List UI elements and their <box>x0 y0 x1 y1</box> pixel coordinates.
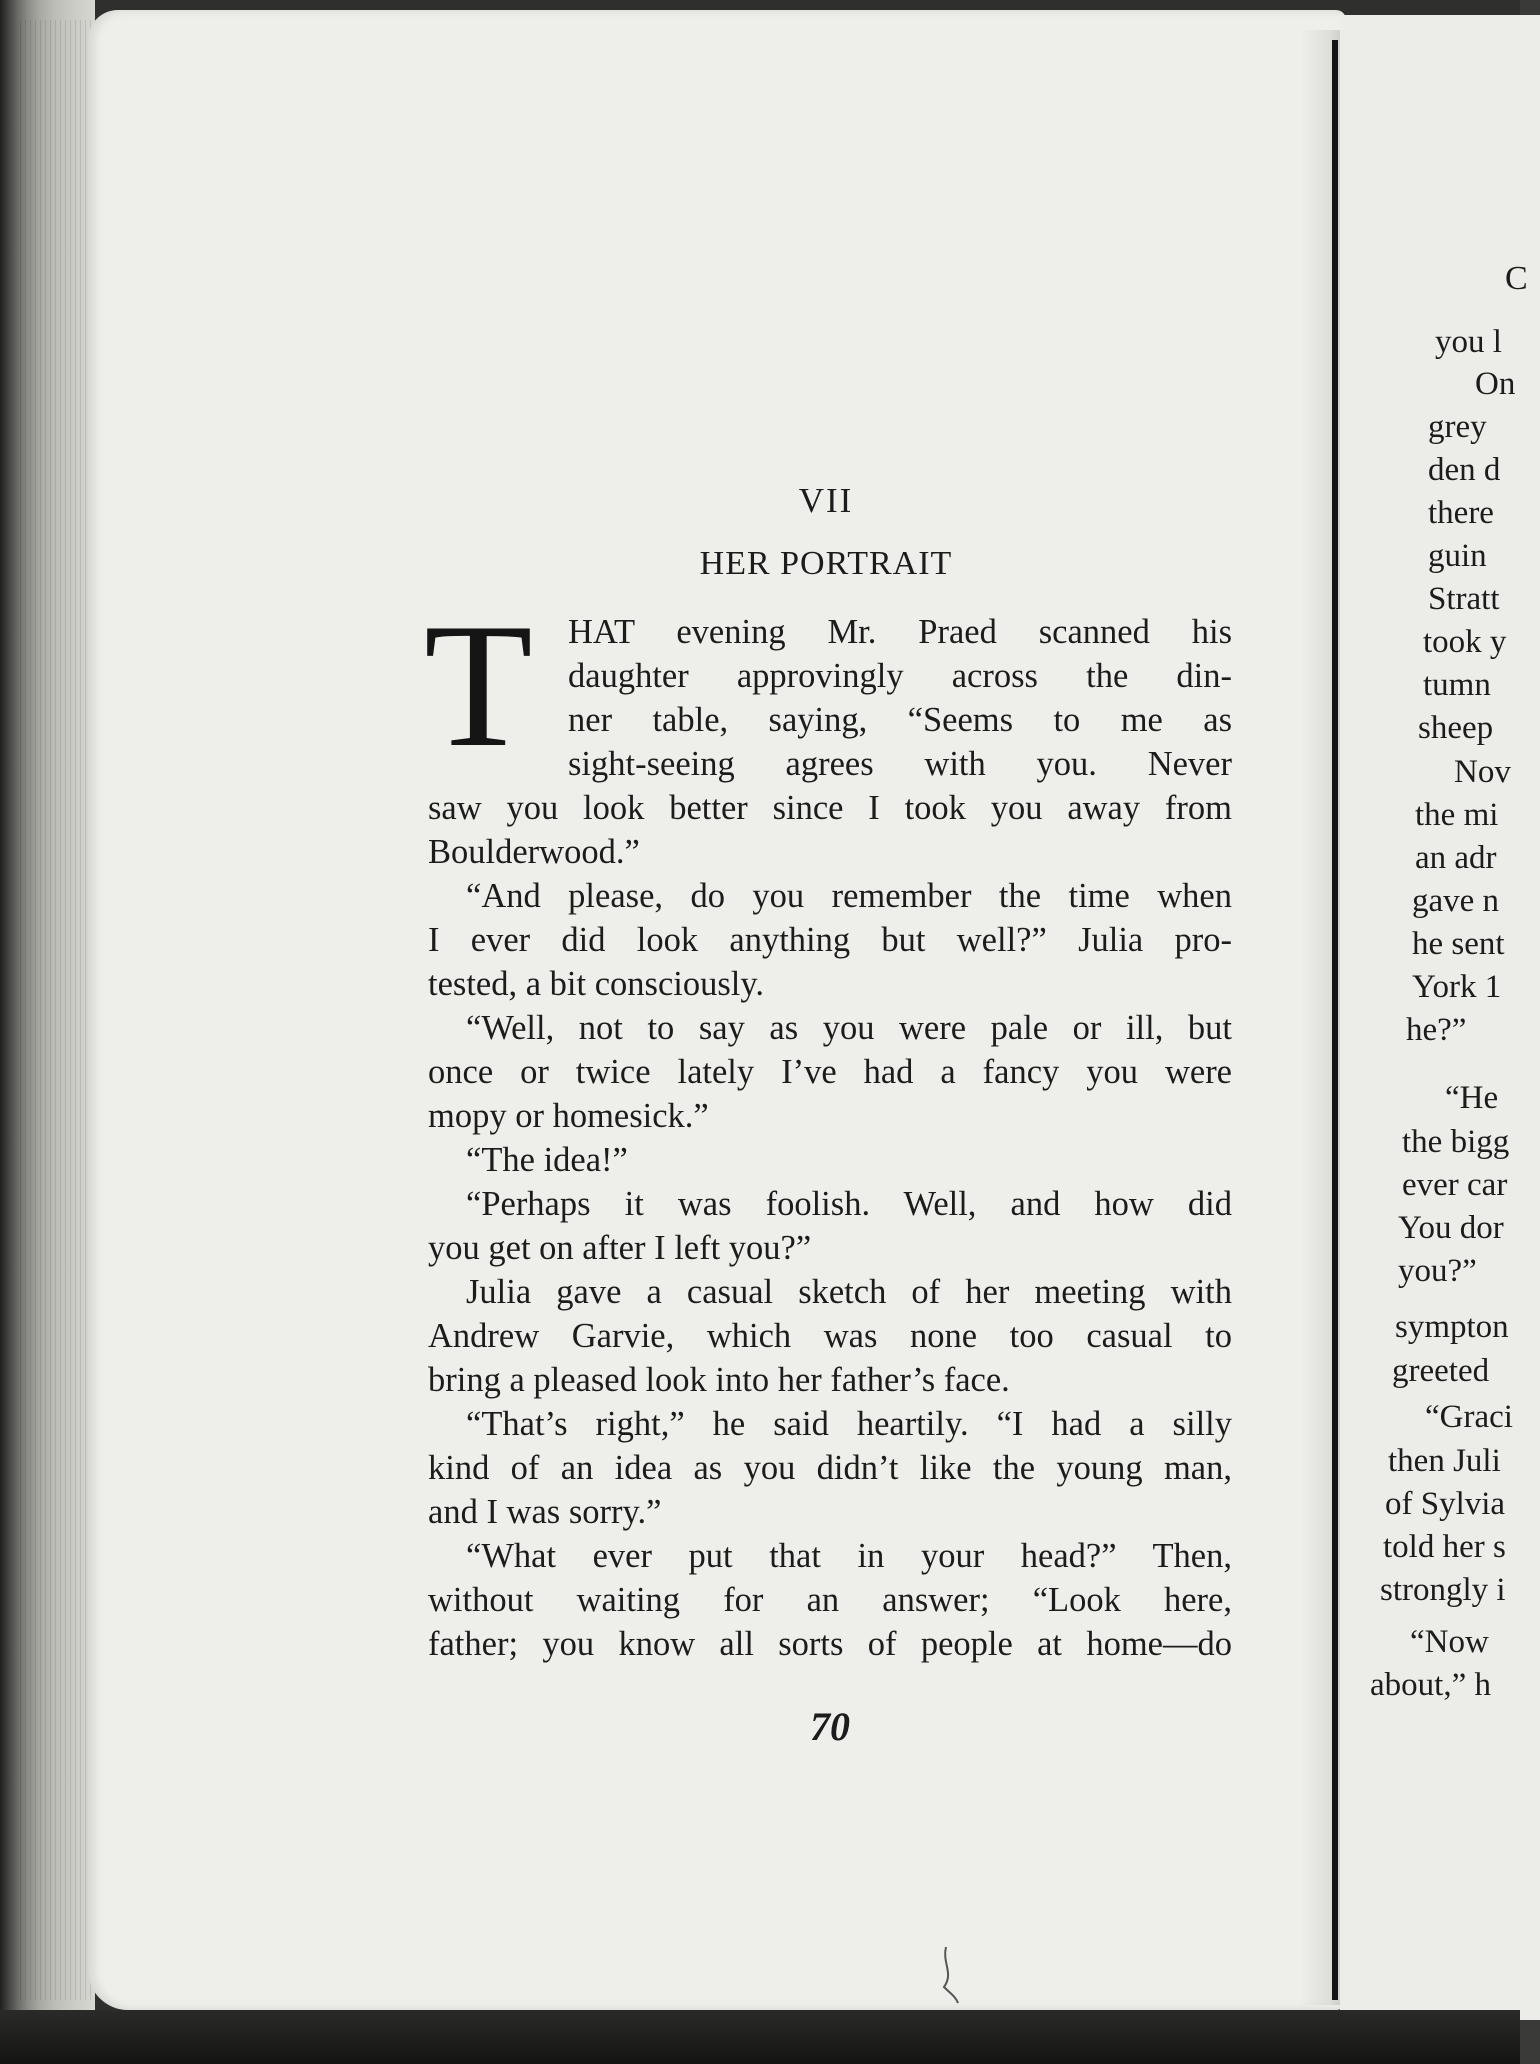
text-line: Stratt <box>1428 581 1500 617</box>
text-line: “That’s right,” he said heartily. “I had a silly <box>466 1405 1232 1443</box>
page-number: 70 <box>810 1704 850 1749</box>
text-line: On <box>1475 366 1516 402</box>
chapter-number: VII <box>798 481 854 520</box>
spine-fold-line <box>1332 40 1338 2000</box>
text-line: Nov <box>1454 754 1511 790</box>
text-line: the mi <box>1415 797 1499 833</box>
text-line: told her s <box>1383 1529 1506 1565</box>
text-line: you?” <box>1398 1253 1477 1289</box>
text-line: “Well, not to say as you were pale or ill, but <box>466 1009 1232 1047</box>
text-line: “The idea!” <box>466 1141 628 1179</box>
text-line: Andrew Garvie, which was none too casual to <box>428 1317 1232 1355</box>
text-line: bring a pleased look into her father’s face. <box>428 1361 1010 1399</box>
text-line: then Juli <box>1388 1443 1501 1479</box>
text-line: Julia gave a casual sketch of her meeting with <box>466 1273 1232 1311</box>
text-line: Boulderwood.” <box>428 833 640 871</box>
text-line: the bigg <box>1402 1124 1510 1160</box>
text-line: “He <box>1445 1080 1499 1116</box>
text-line: daughter approvingly across the din- <box>568 657 1232 695</box>
text-line: of Sylvia <box>1385 1486 1506 1522</box>
text-line: mopy or homesick.” <box>428 1097 709 1135</box>
text-line: grey <box>1428 409 1487 445</box>
text-line: ner table, saying, “Seems to me as <box>568 701 1232 739</box>
text-line: tumn <box>1423 667 1491 703</box>
text-line: father; you know all sorts of people at home—do <box>428 1625 1232 1663</box>
text-line: you get on after I left you?” <box>428 1229 812 1267</box>
right-page-heading: C <box>1505 260 1528 297</box>
text-line: sheep <box>1418 710 1494 746</box>
text-line: “Now <box>1410 1624 1489 1660</box>
text-line: “What ever put that in your head?” Then, <box>466 1537 1232 1575</box>
text-line: guin <box>1428 538 1487 574</box>
text-line: took y <box>1423 624 1507 660</box>
text-line: tested, a bit consciously. <box>428 965 764 1003</box>
text-line: sight-seeing agrees with you. Never <box>568 745 1232 783</box>
text-line: he?” <box>1406 1012 1467 1048</box>
text-line: I ever did look anything but well?” Julia pro- <box>428 921 1232 959</box>
text-line: and I was sorry.” <box>428 1493 662 1531</box>
text-line: “Perhaps it was foolish. Well, and how did <box>466 1185 1232 1223</box>
text-line: “And please, do you remember the time when <box>466 877 1232 915</box>
page-edge-lines <box>20 20 95 2000</box>
text-line: HAT evening Mr. Praed scanned his <box>568 613 1232 651</box>
text-line: den d <box>1428 452 1501 488</box>
text-line: he sent <box>1412 926 1505 962</box>
text-line: “Graci <box>1425 1399 1513 1435</box>
text-line: greeted <box>1392 1353 1490 1389</box>
text-line: about,” h <box>1370 1667 1491 1703</box>
chapter-title: HER PORTRAIT <box>699 545 953 582</box>
text-line: without waiting for an answer; “Look here, <box>428 1581 1232 1619</box>
scratch-mark <box>932 1945 972 2005</box>
text-line: an adr <box>1415 840 1497 876</box>
text-line: strongly i <box>1380 1572 1506 1608</box>
text-line: gave n <box>1412 883 1500 919</box>
text-line: You dor <box>1398 1210 1504 1246</box>
text-line: York 1 <box>1412 969 1502 1005</box>
text-line: there <box>1428 495 1494 531</box>
bottom-shadow <box>0 2010 1520 2064</box>
drop-cap: T <box>424 586 533 784</box>
text-line: kind of an idea as you didn’t like the young man, <box>428 1449 1232 1487</box>
text-line: sympton <box>1395 1309 1509 1345</box>
text-line: ever car <box>1402 1167 1508 1203</box>
text-line: once or twice lately I’ve had a fancy you were <box>428 1053 1232 1091</box>
text-line: you l <box>1435 324 1502 360</box>
text-line: saw you look better since I took you away from <box>428 789 1232 827</box>
right-page <box>1340 15 1540 2020</box>
